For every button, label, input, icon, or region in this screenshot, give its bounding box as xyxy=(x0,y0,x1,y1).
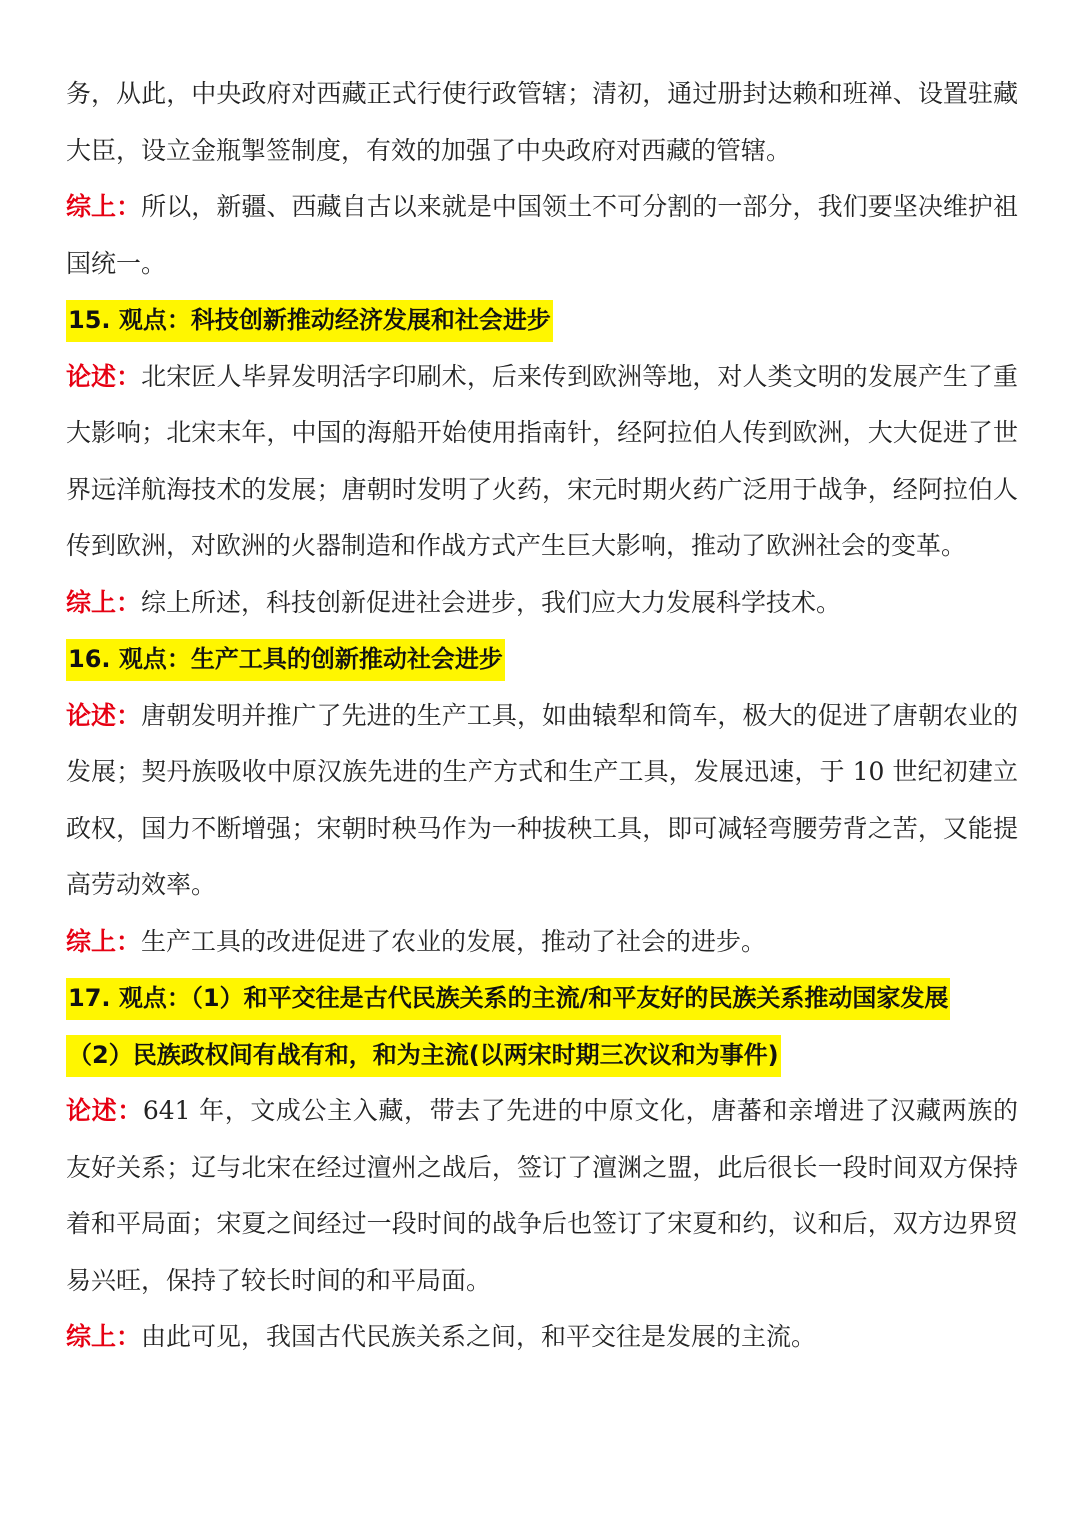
argument-label: 论述： xyxy=(66,700,142,730)
highlighted-heading-text: 16. 观点：生产工具的创新推动社会进步 xyxy=(66,639,505,681)
summary-label: 综上： xyxy=(66,1322,142,1351)
document-page xyxy=(66,66,1018,1366)
paragraph-text: 所以，新疆、西藏自古以来就是中国领土不可分割的一部分，我们要坚决维护祖国统一。 xyxy=(66,192,1018,278)
heading-viewpoint-17-line-1 xyxy=(66,970,1018,1027)
paragraph-xizang-continuation xyxy=(66,66,1018,179)
paragraph-summary-17 xyxy=(66,1309,1018,1366)
highlighted-heading-text: （2）民族政权间有战有和，和为主流(以两宋时期三次议和为事件) xyxy=(66,1035,781,1077)
paragraph-summary-15 xyxy=(66,575,1018,632)
highlighted-heading-text: 15. 观点：科技创新推动经济发展和社会进步 xyxy=(66,300,553,342)
paragraph-summary-unity xyxy=(66,179,1018,292)
paragraph-argument-17 xyxy=(66,1083,1018,1309)
summary-label: 综上： xyxy=(66,587,142,617)
paragraph-argument-16 xyxy=(66,688,1018,914)
paragraph-text: 生产工具的改进促进了农业的发展，推动了社会的进步。 xyxy=(141,926,767,956)
paragraph-text: 由此可见，我国古代民族关系之间，和平交往是发展的主流。 xyxy=(141,1322,817,1351)
summary-label: 综上： xyxy=(66,192,142,221)
heading-viewpoint-16 xyxy=(66,631,1018,688)
paragraph-summary-16 xyxy=(66,914,1018,971)
paragraph-text: 综上所述，科技创新促进社会进步，我们应大力发展科学技术。 xyxy=(141,587,842,617)
argument-label: 论述： xyxy=(66,361,142,391)
paragraph-text: 唐朝发明并推广了先进的生产工具，如曲辕犁和筒车，极大的促进了唐朝农业的发展；契丹族吸收中原汉族先进的生产方式和生产工具，发展迅速，于 10 世纪初建立政权，国力不断增强；宋朝时秧马作为一种拔秧工具，即可减轻弯腰劳背之苦，又能提高劳动效率。 xyxy=(66,700,1018,899)
paragraph-argument-15 xyxy=(66,349,1018,575)
paragraph-text: 北宋匠人毕昇发明活字印刷术，后来传到欧洲等地，对人类文明的发展产生了重大影响；北宋末年，中国的海船开始使用指南针，经阿拉伯人传到欧洲，大大促进了世界远洋航海技术的发展；唐朝时发明了火药，宋元时期火药广泛用于战争，经阿拉伯人传到欧洲，对欧洲的火器制造和作战方式产生巨大影响，推动了欧洲社会的变革。 xyxy=(66,361,1018,560)
argument-label: 论述： xyxy=(66,1096,143,1125)
paragraph-text: 641 年，文成公主入藏，带去了先进的中原文化，唐蕃和亲增进了汉藏两族的友好关系；辽与北宋在经过澶州之战后，签订了澶渊之盟，此后很长一段时间双方保持着和平局面；宋夏之间经过一段时间的战争后也签订了宋夏和约，议和后，双方边界贸易兴旺，保持了较长时间的和平局面。 xyxy=(66,1096,1018,1295)
highlighted-heading-text: 17. 观点：（1）和平交往是古代民族关系的主流/和平友好的民族关系推动国家发展 xyxy=(66,978,950,1020)
heading-viewpoint-15 xyxy=(66,292,1018,349)
paragraph-text: 务，从此，中央政府对西藏正式行使行政管辖；清初，通过册封达赖和班禅、设置驻藏大臣，设立金瓶掣签制度，有效的加强了中央政府对西藏的管辖。 xyxy=(66,79,1018,165)
summary-label: 综上： xyxy=(66,926,142,956)
heading-viewpoint-17-line-2 xyxy=(66,1027,1018,1084)
